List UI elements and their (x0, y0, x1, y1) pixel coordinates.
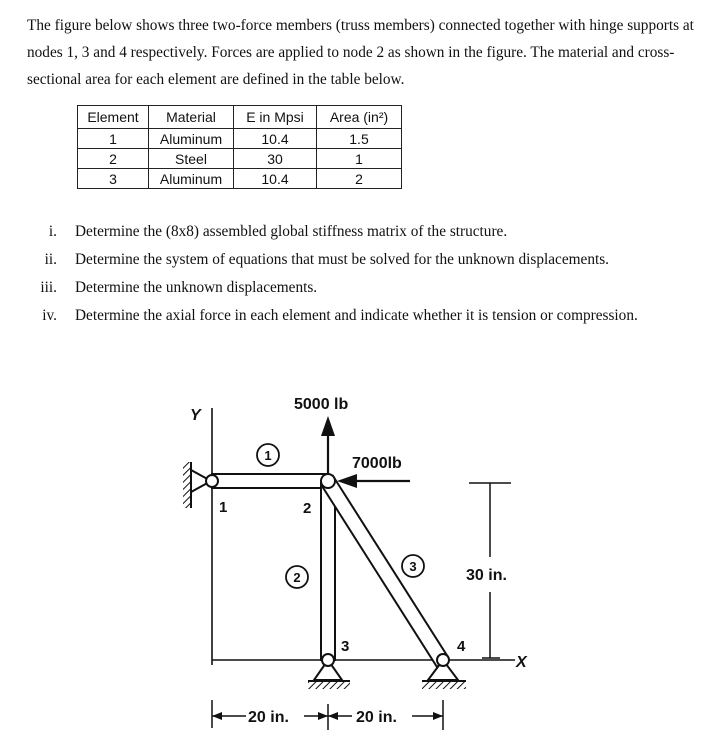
table-cell: Steel (149, 149, 234, 169)
horizontal-force-arrow (337, 474, 410, 488)
element-label-2 (286, 566, 308, 588)
width-dimension-label-1: 20 in. (248, 709, 289, 726)
task-number: ii. (44, 251, 57, 268)
width-dimension-label-2: 20 in. (356, 709, 397, 726)
height-dimension-label: 30 in. (466, 567, 507, 584)
svg-text:1: 1 (264, 448, 272, 463)
column-header: E in Mpsi (234, 106, 317, 129)
table-cell: 30 (234, 149, 317, 169)
element-label-3 (402, 555, 424, 577)
hinge-node-3 (322, 654, 334, 666)
table-cell: 1.5 (317, 129, 402, 149)
table-cell: 1 (78, 129, 149, 149)
element-label-1 (257, 444, 279, 466)
hinge-node-1 (206, 475, 218, 487)
table-cell: 10.4 (234, 129, 317, 149)
table-cell: 1 (317, 149, 402, 169)
task-text: Determine the axial force in each element and indicate whether it is tension or compression. (75, 307, 638, 324)
element-2-bar (321, 481, 335, 660)
node-label-4: 4 (457, 638, 466, 655)
svg-text:3: 3 (409, 559, 417, 574)
node-label-3: 3 (341, 638, 350, 655)
node-label-1: 1 (219, 499, 228, 516)
column-header: Material (149, 106, 234, 129)
x-axis-label: X (516, 654, 527, 671)
task-number: iii. (40, 279, 57, 296)
task-text: Determine the unknown displacements. (75, 279, 318, 296)
table-cell: 10.4 (234, 169, 317, 189)
node-label-2: 2 (303, 500, 312, 517)
intro-paragraph: The figure below shows three two-force members (truss members) connected together with hinge supports at nodes 1, 3 and 4 respectively. Forces are applied to node 2 as shown in the figure. The material and cross-sectional area for each element are defined in the table below. (27, 17, 694, 88)
task-text: Determine the (8x8) assembled global stiffness matrix of the structure. (75, 223, 508, 240)
vertical-force-arrow (321, 416, 335, 474)
task-number: iv. (42, 307, 57, 324)
table-cell: Aluminum (149, 169, 234, 189)
hinge-node-2 (321, 474, 335, 488)
width-dimension-lines (212, 700, 443, 730)
column-header: Element (78, 106, 149, 129)
column-header: Area (in²) (317, 106, 402, 129)
hinge-node-4 (437, 654, 449, 666)
vertical-force-label: 5000 lb (294, 396, 349, 413)
table-cell: 2 (317, 169, 402, 189)
horizontal-force-label: 7000lb (352, 455, 402, 472)
element-1-bar (212, 474, 328, 488)
y-axis-label: Y (190, 407, 201, 424)
table-cell: 2 (78, 149, 149, 169)
task-text: Determine the system of equations that must be solved for the unknown displacements. (75, 251, 610, 268)
table-cell: Aluminum (149, 129, 234, 149)
svg-text:2: 2 (293, 570, 301, 585)
task-number: i. (48, 223, 57, 240)
table-cell: 3 (78, 169, 149, 189)
